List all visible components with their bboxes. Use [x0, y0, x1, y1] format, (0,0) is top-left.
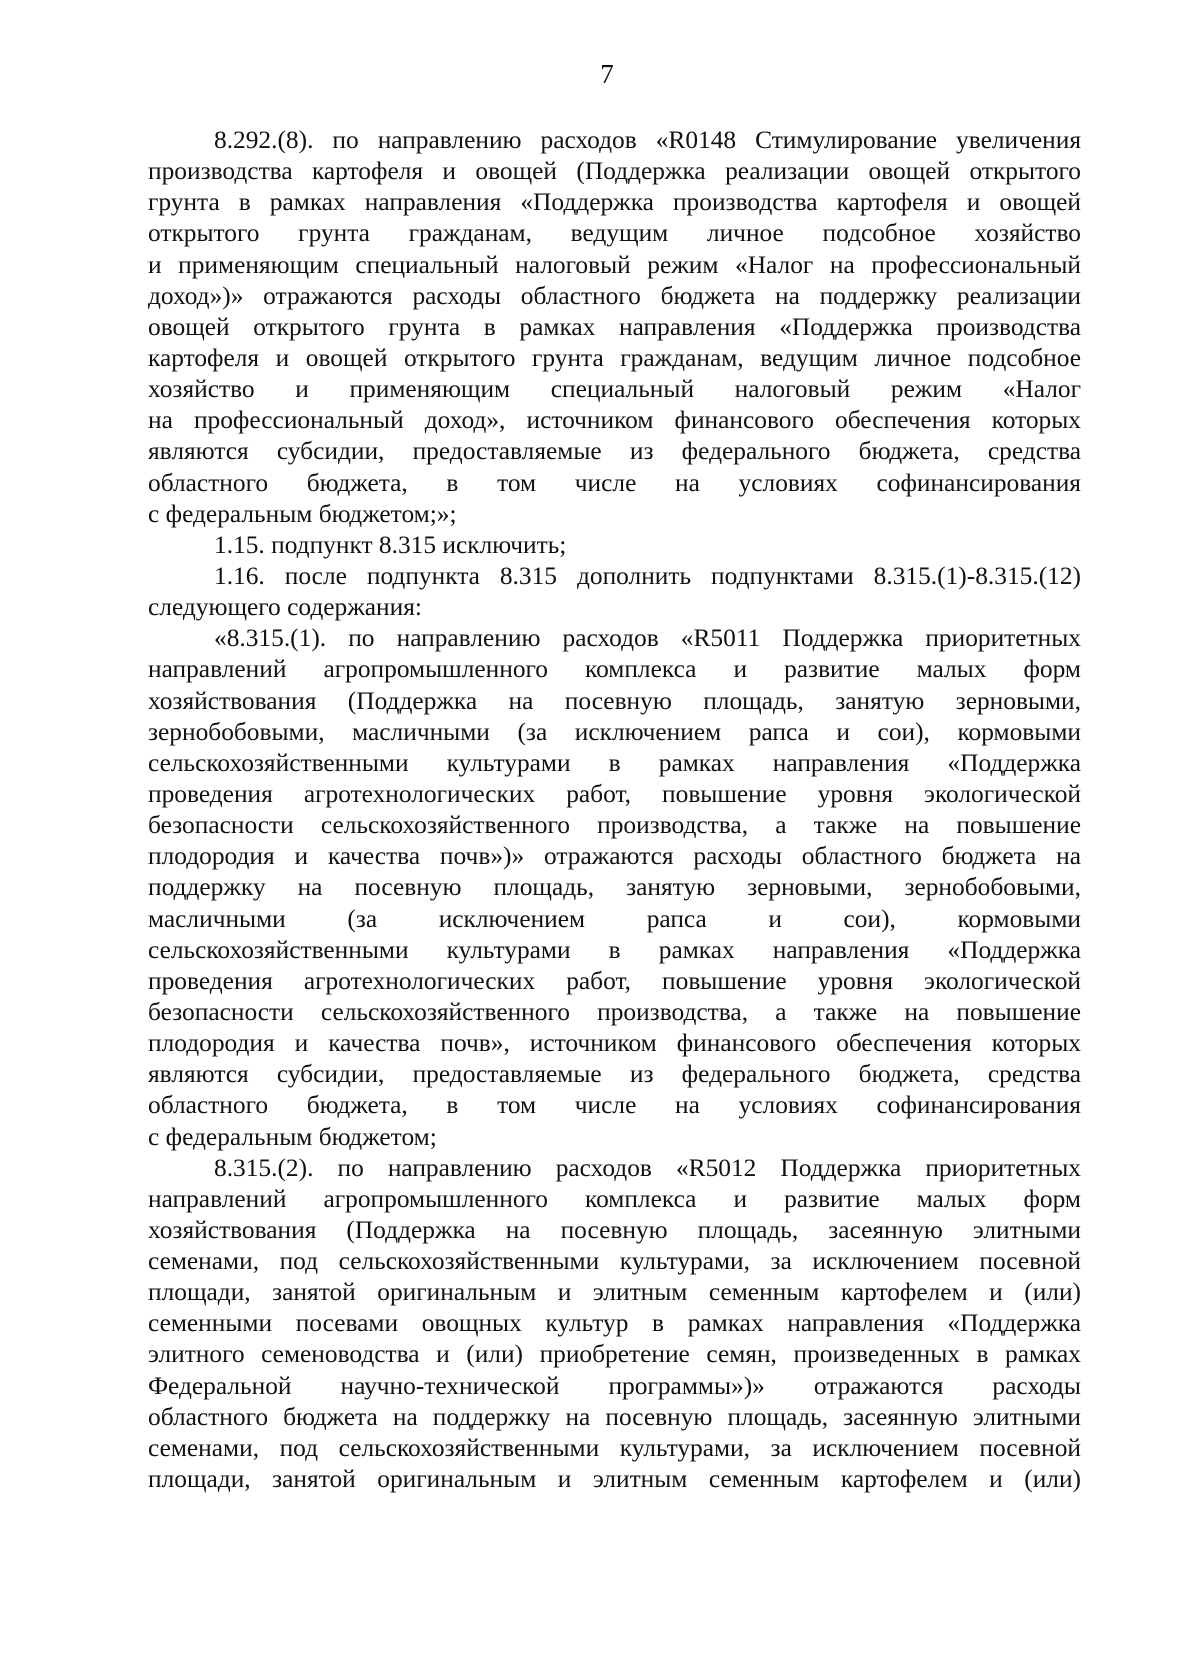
- text-line: площади, занятой оригинальным и элитным семенным картофелем и (или): [148, 1278, 1081, 1307]
- text-line: 8.315.(2). по направлению расходов «R5012 Поддержка приоритетных: [214, 1153, 1081, 1182]
- text-line: доход»)» отражаются расходы областного бюджета на поддержку реализации: [148, 281, 1081, 310]
- text-line: площади, занятой оригинальным и элитным семенным картофелем и (или): [148, 1465, 1081, 1494]
- text-line: являются субсидии, предоставляемые из федерального бюджета, средства: [148, 437, 1081, 466]
- text-line: на профессиональный доход», источником финансового обеспечения которых: [148, 406, 1081, 435]
- text-line: и применяющим специальный налоговый режим «Налог на профессиональный: [148, 250, 1081, 279]
- text-line: хозяйство и применяющим специальный налоговый режим «Налог: [148, 375, 1081, 404]
- text-line: плодородия и качества почв», источником финансового обеспечения которых: [148, 1029, 1081, 1058]
- text-line: с федеральным бюджетом;: [148, 1122, 437, 1151]
- text-line: Федеральной научно-технической программы»)» отражаются расходы: [148, 1371, 1081, 1400]
- text-line: безопасности сельскохозяйственного производства, а также на повышение: [148, 811, 1081, 840]
- text-line: проведения агротехнологических работ, повышение уровня экологической: [148, 779, 1081, 808]
- text-line: грунта в рамках направления «Поддержка производства картофеля и овощей: [148, 188, 1081, 217]
- text-line: зернобобовыми, масличными (за исключением рапса и сои), кормовыми: [148, 717, 1081, 746]
- text-line: направлений агропромышленного комплекса и развитие малых форм: [148, 1184, 1081, 1213]
- text-line: областного бюджета на поддержку на посевную площадь, засеянную элитными: [148, 1402, 1081, 1431]
- text-line: сельскохозяйственными культурами в рамках направления «Поддержка: [148, 935, 1081, 964]
- text-line: областного бюджета, в том числе на условиях софинансирования: [148, 468, 1081, 497]
- text-line: 8.292.(8). по направлению расходов «R0148 Стимулирование увеличения: [214, 126, 1081, 154]
- text-line: семенами, под сельскохозяйственными культурами, за исключением посевной: [148, 1247, 1081, 1276]
- text-line: с федеральным бюджетом;»;: [148, 499, 457, 528]
- text-line: 1.16. после подпункта 8.315 дополнить подпунктами 8.315.(1)-8.315.(12): [214, 561, 1081, 590]
- page-number: 7: [600, 59, 614, 89]
- text-line: сельскохозяйственными культурами в рамках направления «Поддержка: [148, 748, 1081, 777]
- text-line: хозяйствования (Поддержка на посевную площадь, засеянную элитными: [148, 1215, 1081, 1244]
- text-line: являются субсидии, предоставляемые из федерального бюджета, средства: [148, 1060, 1081, 1089]
- document-body: [148, 125, 1081, 1495]
- text-line: следующего содержания:: [148, 593, 422, 622]
- text-line: областного бюджета, в том числе на условиях софинансирования: [148, 1091, 1081, 1120]
- text-line: поддержку на посевную площадь, занятую зерновыми, зернобобовыми,: [148, 873, 1081, 902]
- text-line: семенами, под сельскохозяйственными культурами, за исключением посевной: [148, 1433, 1081, 1462]
- text-line: семенными посевами овощных культур в рамках направления «Поддержка: [148, 1309, 1081, 1338]
- text-line: плодородия и качества почв»)» отражаются расходы областного бюджета на: [148, 842, 1081, 871]
- text-line: безопасности сельскохозяйственного производства, а также на повышение: [148, 997, 1081, 1026]
- text-line: элитного семеноводства и (или) приобретение семян, произведенных в рамках: [148, 1340, 1081, 1369]
- text-line: открытого грунта гражданам, ведущим личное подсобное хозяйство: [148, 219, 1081, 248]
- text-line: производства картофеля и овощей (Поддержка реализации овощей открытого: [148, 157, 1081, 186]
- text-line: 1.15. подпункт 8.315 исключить;: [214, 530, 567, 559]
- text-line: картофеля и овощей открытого грунта гражданам, ведущим личное подсобное: [148, 343, 1081, 372]
- text-line: проведения агротехнологических работ, повышение уровня экологической: [148, 966, 1081, 995]
- text-line: «8.315.(1). по направлению расходов «R5011 Поддержка приоритетных: [214, 624, 1081, 653]
- text-line: хозяйствования (Поддержка на посевную площадь, занятую зерновыми,: [148, 686, 1081, 715]
- text-line: масличными (за исключением рапса и сои), кормовыми: [148, 904, 1081, 933]
- text-line: овощей открытого грунта в рамках направления «Поддержка производства: [148, 312, 1081, 341]
- text-line: направлений агропромышленного комплекса и развитие малых форм: [148, 655, 1081, 684]
